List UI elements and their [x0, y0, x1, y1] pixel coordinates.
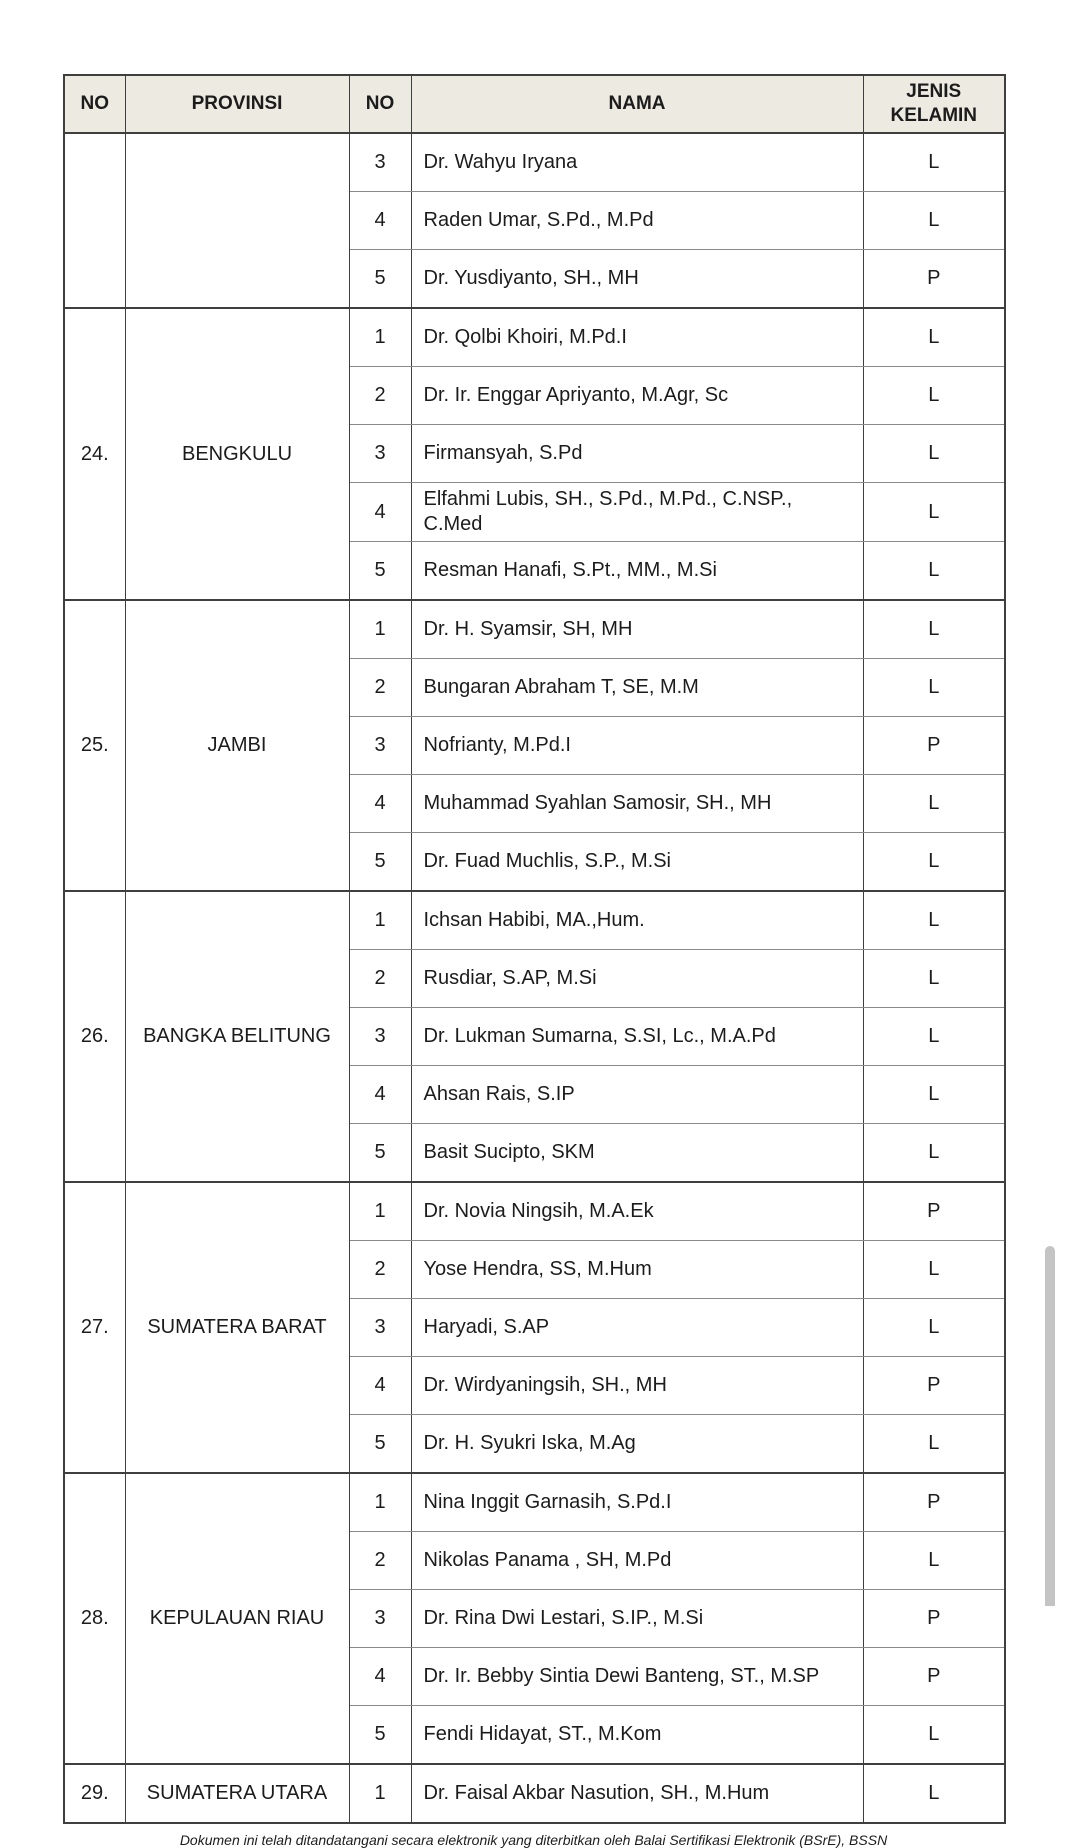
member-index-cell: 4 [349, 775, 411, 833]
member-gender-cell: L [863, 659, 1005, 717]
member-gender-cell: P [863, 1590, 1005, 1648]
member-name-cell: Resman Hanafi, S.Pt., MM., M.Si [411, 542, 863, 601]
member-gender-cell: P [863, 1473, 1005, 1532]
member-gender-cell: L [863, 425, 1005, 483]
member-name-cell: Dr. Wahyu Iryana [411, 133, 863, 192]
member-index-cell: 5 [349, 542, 411, 601]
member-name-cell: Dr. Rina Dwi Lestari, S.IP., M.Si [411, 1590, 863, 1648]
member-row [64, 1473, 1005, 1532]
province-number-cell: 24. [64, 308, 125, 600]
member-name-cell: Ahsan Rais, S.IP [411, 1066, 863, 1124]
member-gender-cell: L [863, 600, 1005, 659]
member-index-cell: 5 [349, 1415, 411, 1474]
member-row [64, 600, 1005, 659]
member-gender-cell: L [863, 1066, 1005, 1124]
member-name-cell: Raden Umar, S.Pd., M.Pd [411, 192, 863, 250]
member-index-cell: 3 [349, 425, 411, 483]
member-gender-cell: L [863, 833, 1005, 892]
member-gender-cell: P [863, 1648, 1005, 1706]
member-gender-cell: L [863, 1241, 1005, 1299]
member-name-cell: Nofrianty, M.Pd.I [411, 717, 863, 775]
member-row [64, 1182, 1005, 1241]
table-header [64, 75, 1005, 133]
province-name-cell: BENGKULU [125, 308, 349, 600]
member-name-cell: Dr. H. Syamsir, SH, MH [411, 600, 863, 659]
member-name-cell: Firmansyah, S.Pd [411, 425, 863, 483]
table-body [64, 133, 1005, 1823]
member-name-cell: Dr. Fuad Muchlis, S.P., M.Si [411, 833, 863, 892]
member-index-cell: 4 [349, 1648, 411, 1706]
member-name-cell: Dr. Faisal Akbar Nasution, SH., M.Hum [411, 1764, 863, 1823]
province-name-cell: SUMATERA BARAT [125, 1182, 349, 1473]
header-row [64, 75, 1005, 133]
member-gender-cell: L [863, 133, 1005, 192]
province-name-cell: BANGKA BELITUNG [125, 891, 349, 1182]
member-index-cell: 1 [349, 1764, 411, 1823]
member-gender-cell: L [863, 542, 1005, 601]
member-gender-cell: L [863, 775, 1005, 833]
member-gender-cell: L [863, 1532, 1005, 1590]
member-name-cell: Ichsan Habibi, MA.,Hum. [411, 891, 863, 950]
member-index-cell: 5 [349, 1124, 411, 1183]
member-row [64, 308, 1005, 367]
member-gender-cell: L [863, 1008, 1005, 1066]
member-index-cell: 1 [349, 1473, 411, 1532]
header-member-index: NO [349, 75, 411, 133]
member-index-cell: 2 [349, 659, 411, 717]
member-gender-cell: P [863, 1182, 1005, 1241]
member-name-cell: Dr. Lukman Sumarna, S.SI, Lc., M.A.Pd [411, 1008, 863, 1066]
member-name-cell: Dr. H. Syukri Iska, M.Ag [411, 1415, 863, 1474]
member-row [64, 1764, 1005, 1823]
member-name-cell: Fendi Hidayat, ST., M.Kom [411, 1706, 863, 1765]
province-number-cell: 28. [64, 1473, 125, 1764]
member-name-cell: Dr. Qolbi Khoiri, M.Pd.I [411, 308, 863, 367]
member-index-cell: 5 [349, 1706, 411, 1765]
member-index-cell: 2 [349, 367, 411, 425]
member-name-cell: Nina Inggit Garnasih, S.Pd.I [411, 1473, 863, 1532]
member-gender-cell: L [863, 1124, 1005, 1183]
member-index-cell: 3 [349, 1590, 411, 1648]
header-province: PROVINSI [125, 75, 349, 133]
member-index-cell: 4 [349, 1357, 411, 1415]
member-gender-cell: L [863, 192, 1005, 250]
member-gender-cell: L [863, 483, 1005, 542]
member-index-cell: 2 [349, 1532, 411, 1590]
member-gender-cell: P [863, 717, 1005, 775]
member-index-cell: 1 [349, 1182, 411, 1241]
member-gender-cell: L [863, 1415, 1005, 1474]
member-gender-cell: L [863, 308, 1005, 367]
member-row [64, 891, 1005, 950]
member-name-cell: Dr. Novia Ningsih, M.A.Ek [411, 1182, 863, 1241]
member-index-cell: 2 [349, 950, 411, 1008]
province-number-cell: 25. [64, 600, 125, 891]
header-gender: JENIS KELAMIN [863, 75, 1005, 133]
province-number-cell: 27. [64, 1182, 125, 1473]
province-name-cell: SUMATERA UTARA [125, 1764, 349, 1823]
member-name-cell: Basit Sucipto, SKM [411, 1124, 863, 1183]
province-name-cell [125, 133, 349, 308]
member-gender-cell: L [863, 367, 1005, 425]
member-index-cell: 3 [349, 1008, 411, 1066]
header-province-index: NO [64, 75, 125, 133]
member-name-cell: Dr. Ir. Enggar Apriyanto, M.Agr, Sc [411, 367, 863, 425]
province-name-cell: JAMBI [125, 600, 349, 891]
member-gender-cell: L [863, 891, 1005, 950]
electronic-signature-footer-note: Dokumen ini telah ditandatangani secara elektronik yang diterbitkan oleh Balai Sertifikasi Elektronik (BSrE), BSSN [179, 1832, 888, 1848]
member-name-cell: Elfahmi Lubis, SH., S.Pd., M.Pd., C.NSP., C.Med [411, 483, 863, 542]
document-page [63, 74, 1004, 1848]
header-name: NAMA [411, 75, 863, 133]
member-index-cell: 1 [349, 891, 411, 950]
member-name-cell: Nikolas Panama , SH, M.Pd [411, 1532, 863, 1590]
province-name-cell: KEPULAUAN RIAU [125, 1473, 349, 1764]
member-gender-cell: P [863, 1357, 1005, 1415]
member-index-cell: 4 [349, 192, 411, 250]
province-number-cell [64, 133, 125, 308]
member-gender-cell: L [863, 950, 1005, 1008]
member-gender-cell: L [863, 1299, 1005, 1357]
member-name-cell: Bungaran Abraham T, SE, M.M [411, 659, 863, 717]
member-name-cell: Yose Hendra, SS, M.Hum [411, 1241, 863, 1299]
member-index-cell: 3 [349, 1299, 411, 1357]
province-number-cell: 29. [64, 1764, 125, 1823]
vertical-scrollbar-thumb[interactable] [1045, 1246, 1055, 1606]
member-name-cell: Dr. Wirdyaningsih, SH., MH [411, 1357, 863, 1415]
member-row [64, 133, 1005, 192]
member-index-cell: 2 [349, 1241, 411, 1299]
province-roster-table [63, 74, 1006, 1824]
member-name-cell: Haryadi, S.AP [411, 1299, 863, 1357]
member-gender-cell: L [863, 1706, 1005, 1765]
member-gender-cell: L [863, 1764, 1005, 1823]
member-index-cell: 5 [349, 833, 411, 892]
member-index-cell: 1 [349, 600, 411, 659]
member-index-cell: 1 [349, 308, 411, 367]
member-index-cell: 3 [349, 133, 411, 192]
member-index-cell: 5 [349, 250, 411, 309]
member-name-cell: Dr. Ir. Bebby Sintia Dewi Banteng, ST., M.SP [411, 1648, 863, 1706]
member-index-cell: 4 [349, 1066, 411, 1124]
province-number-cell: 26. [64, 891, 125, 1182]
member-name-cell: Dr. Yusdiyanto, SH., MH [411, 250, 863, 309]
member-name-cell: Muhammad Syahlan Samosir, SH., MH [411, 775, 863, 833]
member-index-cell: 3 [349, 717, 411, 775]
member-name-cell: Rusdiar, S.AP, M.Si [411, 950, 863, 1008]
member-gender-cell: P [863, 250, 1005, 309]
member-index-cell: 4 [349, 483, 411, 542]
